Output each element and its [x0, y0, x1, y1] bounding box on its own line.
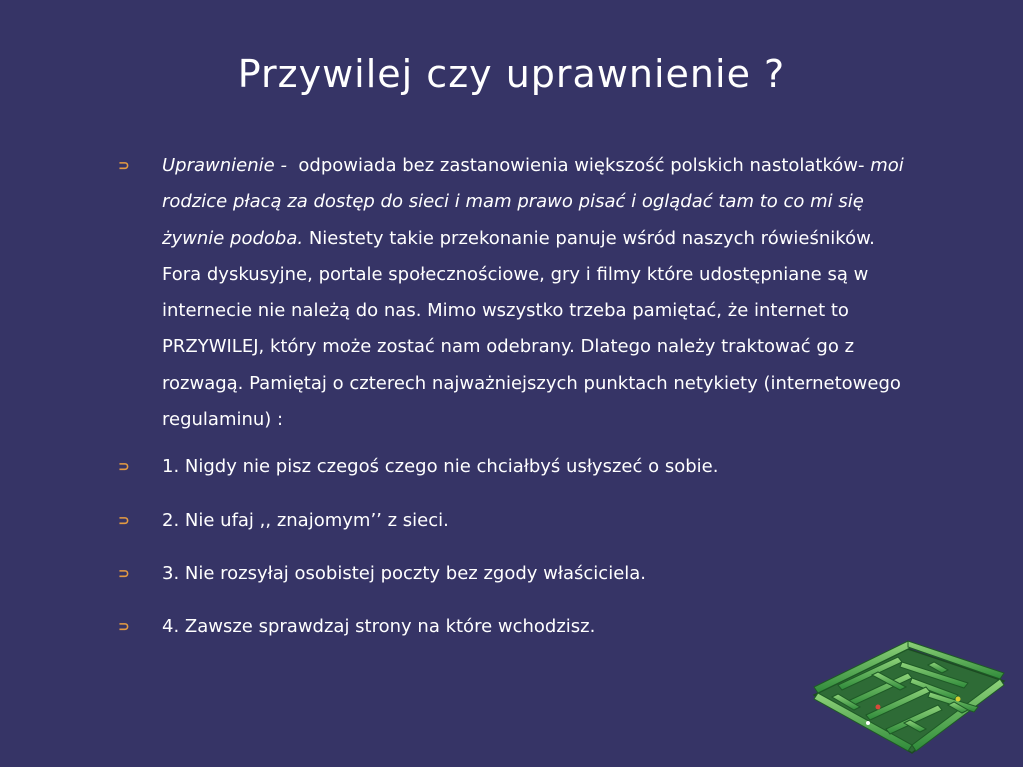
bullet-body: Niestety takie przekonanie panuje wśród naszych rówieśników. Fora dyskusyjne, portale społecznościowe, gry i filmy które udostępniane są w internecie nie należą do nas. Mimo wszystko trzeba pamiętać, że internet to PRZYWILEJ, który może zostać nam odebrany. Dlatego należy traktować go z rozwagą. Pamiętaj o czterech najważniejszych punktach netykiety (internetowego regulaminu) :	[162, 227, 901, 431]
bullet-marker-icon: ⊃	[118, 512, 130, 529]
bullet-text: 4. Zawsze sprawdzaj strony na które wchodzisz.	[162, 616, 596, 638]
bullet-quote: moi rodzice płacą za dostęp do sieci i mam prawo pisać i oglądać tam to co mi się żywnie podoba.	[162, 155, 904, 249]
bullet-item	[118, 449, 918, 485]
bullet-intro-italic: Uprawnienie -	[162, 155, 287, 176]
bullet-item	[118, 503, 918, 539]
bullet-intro: odpowiada bez zastanowienia większość polskich nastolatków-	[298, 155, 865, 176]
slide-title: Przywilej czy uprawnienie ?	[237, 52, 786, 96]
bullet-text: 2. Nie ufaj ,, znajomym’’ z sieci.	[162, 509, 449, 531]
bullet-list	[118, 148, 918, 646]
bullet-marker-icon: ⊃	[118, 565, 130, 582]
bullet-marker-icon: ⊃	[118, 459, 130, 476]
bullet-item	[118, 609, 918, 645]
hedge-maze-illustration	[808, 635, 1008, 759]
bullet-text: 3. Nie rozsyłaj osobistej poczty bez zgody właściciela.	[162, 562, 647, 584]
bullet-text: 1. Nigdy nie pisz czegoś czego nie chciałbyś usłyszeć o sobie.	[162, 456, 719, 478]
bullet-marker-icon: ⊃	[118, 619, 130, 636]
bullet-item	[118, 556, 918, 592]
bullet-marker-icon: ⊃	[118, 158, 130, 174]
bullet-item	[118, 148, 918, 438]
